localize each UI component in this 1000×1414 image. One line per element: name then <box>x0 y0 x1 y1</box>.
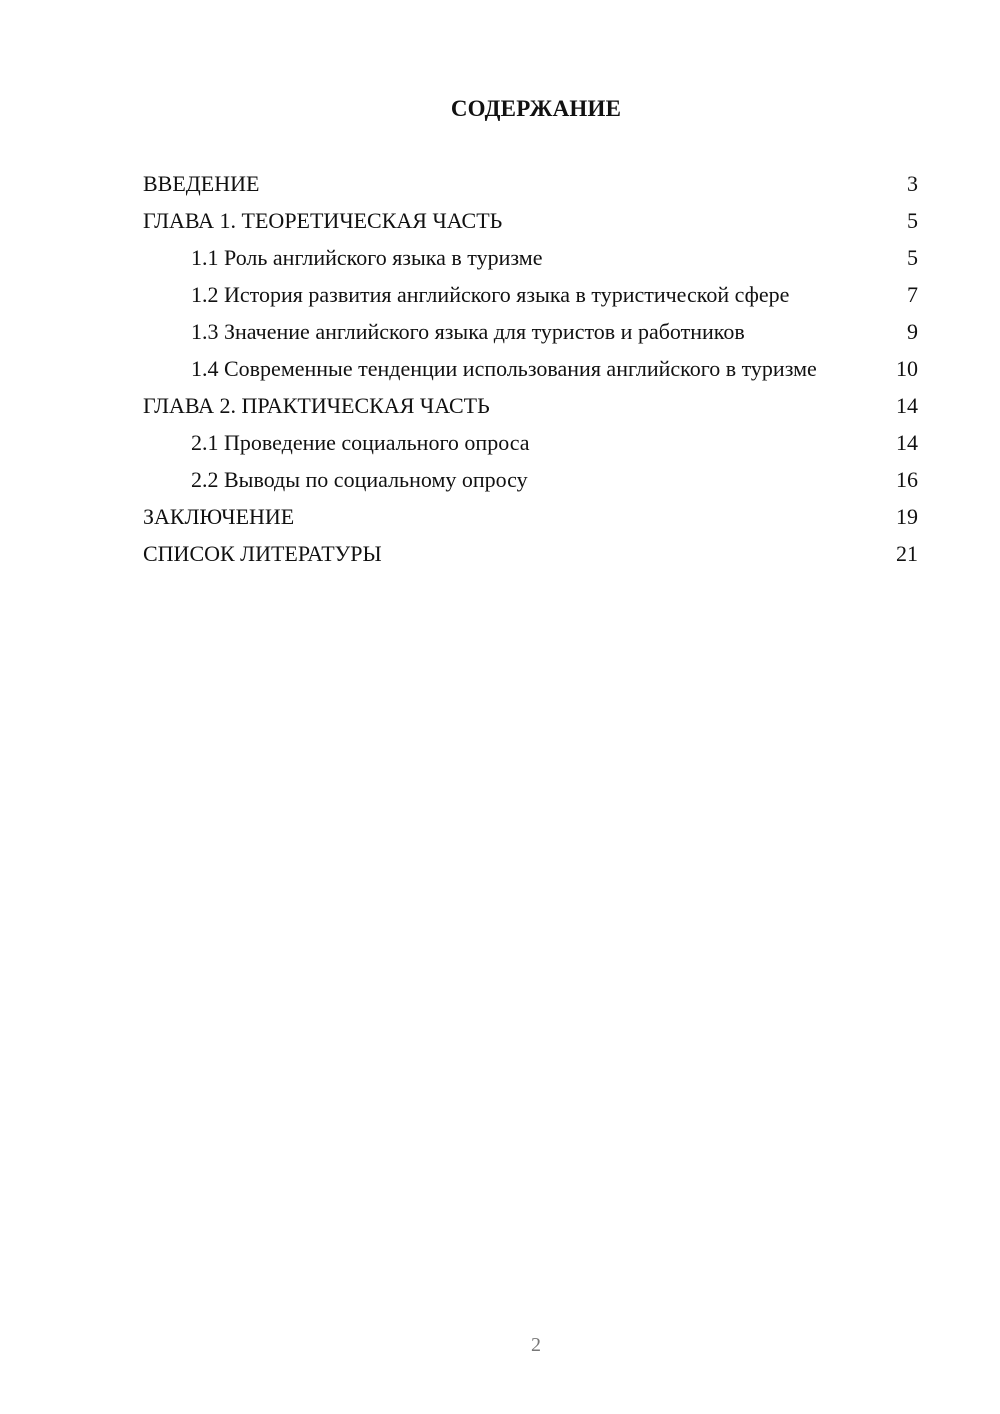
toc-subentry <box>143 355 918 382</box>
toc-entry-page: 19 <box>896 504 918 529</box>
toc-entry-page: 10 <box>896 356 918 381</box>
toc-entry-page: 5 <box>907 208 918 233</box>
toc-entry-page: 14 <box>896 430 918 455</box>
toc-entry <box>143 503 918 530</box>
toc-subentry <box>143 466 918 493</box>
toc-entry-page: 21 <box>896 541 918 566</box>
toc-entry-page: 14 <box>896 393 918 418</box>
toc-entry-page: 7 <box>907 282 918 307</box>
toc-entry-title: 1.3 Значение английского языка для туристов и работников <box>191 319 745 344</box>
toc-entry-title: ЗАКЛЮЧЕНИЕ <box>143 504 295 529</box>
toc-subentry <box>143 244 918 271</box>
page-number: 2 <box>531 1334 541 1356</box>
toc-entry-title: 2.1 Проведение социального опроса <box>191 430 530 455</box>
toc-subentry <box>143 429 918 456</box>
toc-entry-title: 1.2 История развития английского языка в туристической сфере <box>191 282 790 307</box>
table-of-contents <box>143 170 918 577</box>
toc-entry-title: ГЛАВА 1. ТЕОРЕТИЧЕСКАЯ ЧАСТЬ <box>143 208 503 233</box>
toc-entry-page: 3 <box>907 171 918 196</box>
page-title: СОДЕРЖАНИЕ <box>450 96 622 121</box>
toc-entry-page: 16 <box>896 467 918 492</box>
toc-entry-title: 1.1 Роль английского языка в туризме <box>191 245 543 270</box>
toc-entry <box>143 392 918 419</box>
toc-entry-title: СПИСОК ЛИТЕРАТУРЫ <box>143 541 382 566</box>
toc-entry <box>143 540 918 567</box>
toc-entry-title: 1.4 Современные тенденции использования английского в туризме <box>191 356 817 381</box>
toc-entry-title: ГЛАВА 2. ПРАКТИЧЕСКАЯ ЧАСТЬ <box>143 393 490 418</box>
toc-entry-page: 9 <box>907 319 918 344</box>
toc-subentry <box>143 318 918 345</box>
toc-entry <box>143 207 918 234</box>
toc-entry-title: 2.2 Выводы по социальному опросу <box>191 467 528 492</box>
toc-entry <box>143 170 918 197</box>
toc-entry-page: 5 <box>907 245 918 270</box>
toc-entry-title: ВВЕДЕНИЕ <box>143 171 260 196</box>
toc-subentry <box>143 281 918 308</box>
